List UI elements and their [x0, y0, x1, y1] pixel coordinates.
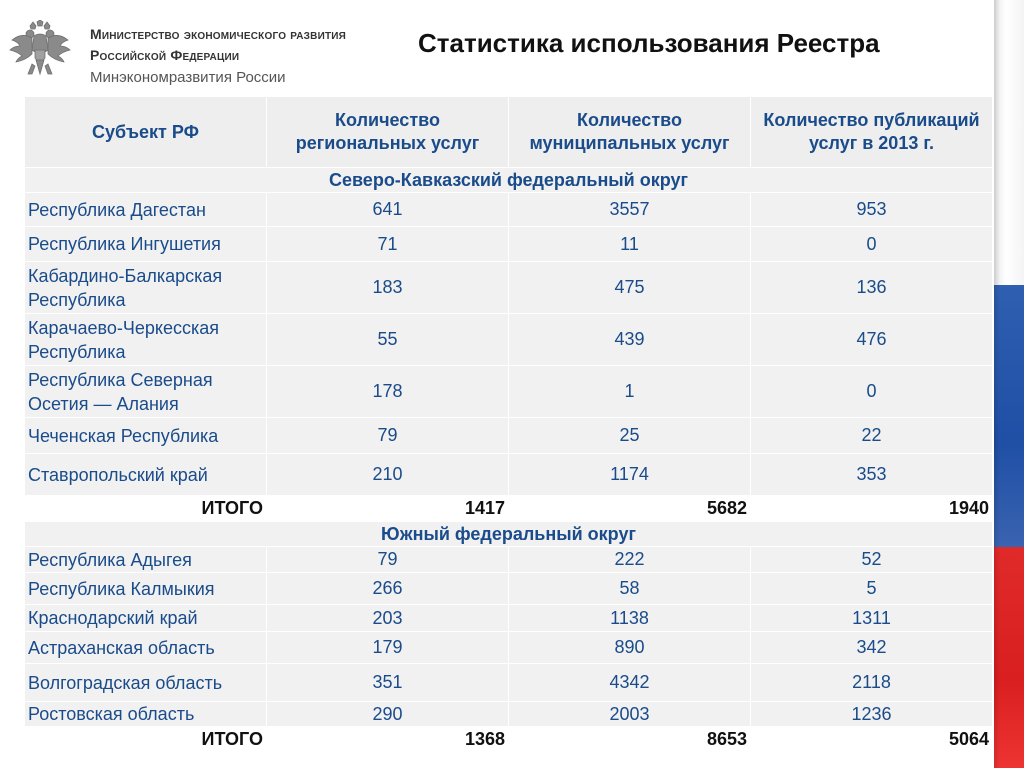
- regional-count: 351: [267, 664, 509, 702]
- subject-name: Ставропольский край: [25, 454, 267, 496]
- regional-count: 203: [267, 605, 509, 632]
- regional-count: 266: [267, 573, 509, 605]
- subject-name: Астраханская область: [25, 632, 267, 664]
- total-publications: 1940: [751, 496, 993, 522]
- regional-count: 641: [267, 193, 509, 227]
- table-row: [25, 227, 993, 262]
- table-row: [25, 632, 993, 664]
- ministry-name-line2: Российской Федерации: [90, 47, 240, 63]
- column-header-subject: Субъект РФ: [25, 97, 267, 168]
- regional-count: 79: [267, 547, 509, 573]
- publications-count: 476: [751, 314, 993, 366]
- table-row: [25, 314, 993, 366]
- subject-name: Республика Калмыкия: [25, 573, 267, 605]
- russian-flag-strip: [994, 0, 1024, 768]
- district-row: [25, 168, 993, 193]
- table-row: [25, 702, 993, 727]
- municipal-count: 3557: [509, 193, 751, 227]
- total-regional: 1417: [267, 496, 509, 522]
- district-row: [25, 522, 993, 547]
- table-row: [25, 605, 993, 632]
- ministry-name-line1: Министерство экономического развития: [90, 26, 347, 42]
- publications-count: 52: [751, 547, 993, 573]
- column-header-regional: Количество региональных услуг: [267, 97, 509, 168]
- total-municipal: 8653: [509, 727, 751, 752]
- publications-count: 353: [751, 454, 993, 496]
- regional-count: 178: [267, 366, 509, 418]
- subject-name: Кабардино-Балкарская Республика: [25, 262, 267, 314]
- regional-count: 55: [267, 314, 509, 366]
- publications-count: 953: [751, 193, 993, 227]
- regional-count: 71: [267, 227, 509, 262]
- table-row: [25, 418, 993, 454]
- subject-name: Республика Адыгея: [25, 547, 267, 573]
- double-headed-eagle-emblem-icon: [8, 20, 72, 86]
- table-row: [25, 454, 993, 496]
- table-row: [25, 262, 993, 314]
- subject-name: Карачаево-Черкесская Республика: [25, 314, 267, 366]
- municipal-count: 2003: [509, 702, 751, 727]
- municipal-count: 58: [509, 573, 751, 605]
- regional-count: 179: [267, 632, 509, 664]
- regional-count: 210: [267, 454, 509, 496]
- ministry-name-block: [90, 24, 346, 89]
- total-row: [25, 727, 993, 752]
- publications-count: 342: [751, 632, 993, 664]
- column-header-publications: Количество публикаций услуг в 2013 г.: [751, 97, 993, 168]
- municipal-count: 222: [509, 547, 751, 573]
- municipal-count: 475: [509, 262, 751, 314]
- municipal-count: 4342: [509, 664, 751, 702]
- municipal-count: 25: [509, 418, 751, 454]
- publications-count: 1311: [751, 605, 993, 632]
- publications-count: 2118: [751, 664, 993, 702]
- municipal-count: 1174: [509, 454, 751, 496]
- publications-count: 22: [751, 418, 993, 454]
- table-row: [25, 664, 993, 702]
- total-municipal: 5682: [509, 496, 751, 522]
- district-name: Южный федеральный округ: [25, 522, 993, 547]
- column-header-municipal: Количество муниципальных услуг: [509, 97, 751, 168]
- regional-count: 183: [267, 262, 509, 314]
- subject-name: Чеченская Республика: [25, 418, 267, 454]
- regional-count: 290: [267, 702, 509, 727]
- district-name: Северо-Кавказский федеральный округ: [25, 168, 993, 193]
- table-row: [25, 547, 993, 573]
- municipal-count: 890: [509, 632, 751, 664]
- publications-count: 0: [751, 227, 993, 262]
- table-header-row: [25, 97, 993, 168]
- municipal-count: 11: [509, 227, 751, 262]
- publications-count: 136: [751, 262, 993, 314]
- total-label: ИТОГО: [25, 727, 267, 752]
- total-row: [25, 496, 993, 522]
- publications-count: 1236: [751, 702, 993, 727]
- publications-count: 5: [751, 573, 993, 605]
- subject-name: Краснодарский край: [25, 605, 267, 632]
- publications-count: 0: [751, 366, 993, 418]
- subject-name: Республика Дагестан: [25, 193, 267, 227]
- municipal-count: 439: [509, 314, 751, 366]
- registry-statistics-table: [24, 96, 993, 752]
- flag-shadow: [994, 0, 1000, 768]
- total-publications: 5064: [751, 727, 993, 752]
- table-row: [25, 366, 993, 418]
- regional-count: 79: [267, 418, 509, 454]
- total-regional: 1368: [267, 727, 509, 752]
- page-title: Статистика использования Реестра: [418, 28, 880, 58]
- subject-name: Ростовская область: [25, 702, 267, 727]
- subject-name: Волгоградская область: [25, 664, 267, 702]
- municipal-count: 1: [509, 366, 751, 418]
- ministry-short-name: Минэкономразвития России: [90, 69, 286, 86]
- total-label: ИТОГО: [25, 496, 267, 522]
- table-row: [25, 193, 993, 227]
- municipal-count: 1138: [509, 605, 751, 632]
- subject-name: Республика Ингушетия: [25, 227, 267, 262]
- table-row: [25, 573, 993, 605]
- subject-name: Республика Северная Осетия — Алания: [25, 366, 267, 418]
